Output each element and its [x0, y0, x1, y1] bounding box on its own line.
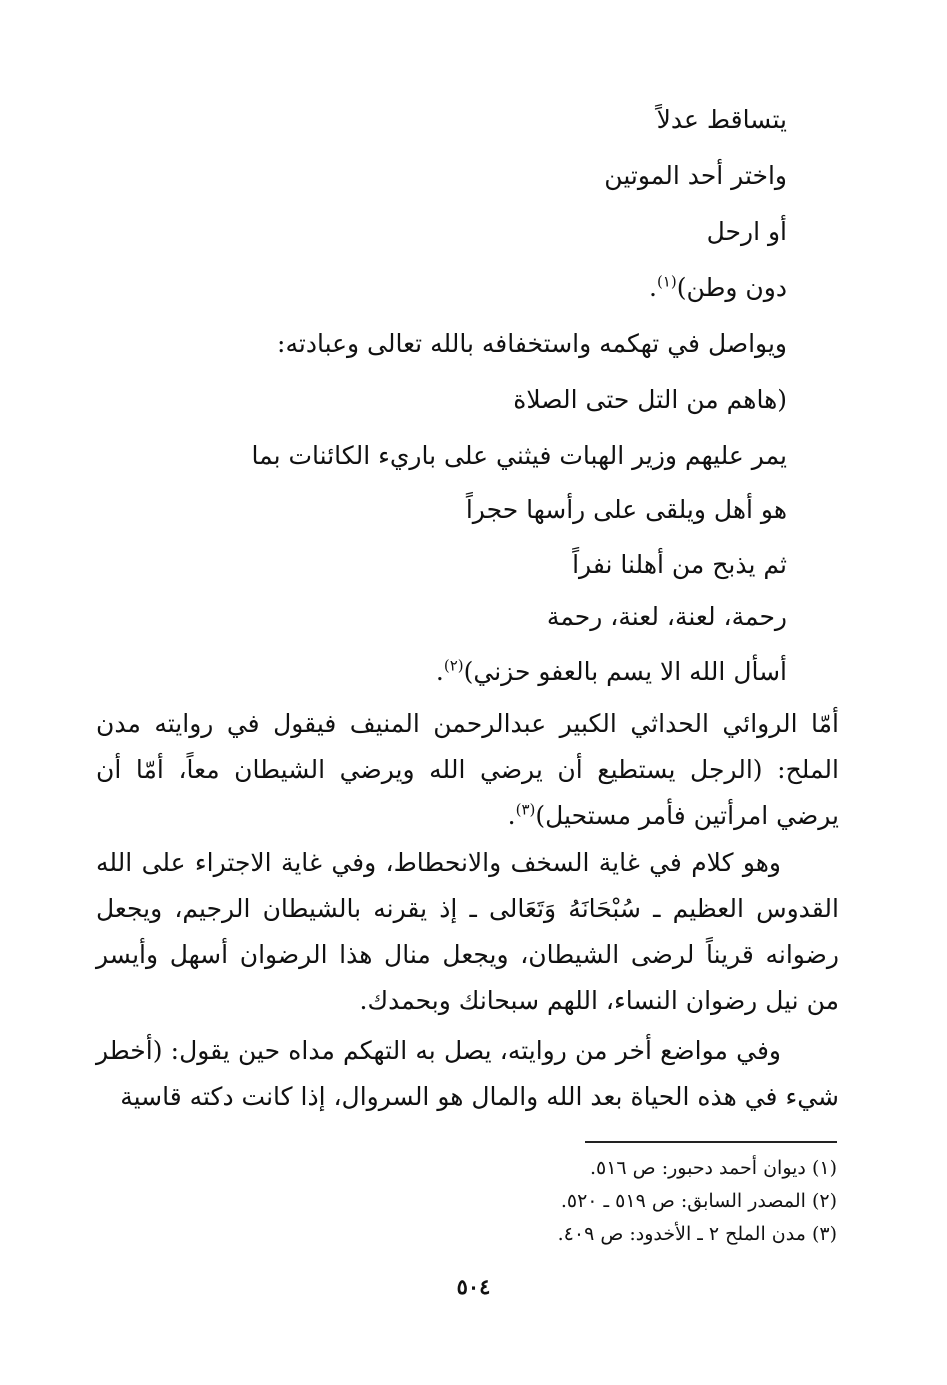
footnote: (٢) المصدر السابق: ص ٥١٩ ـ ٥٢٠. — [560, 1190, 837, 1212]
verse-line: (هاهم من التل حتى الصلاة — [513, 385, 787, 414]
page-number: ٥٠٤ — [456, 1274, 491, 1299]
verse-line: رحمة، لعنة، لعنة، رحمة — [546, 602, 787, 631]
verse-line: أسأل الله الا يسم بالعفو حزني)$^{(٢)}$. — [435, 656, 787, 686]
verse-line: هو أهل ويلقى على رأسها حجراً — [465, 495, 787, 524]
prose-line: ويواصل في تهكمه واستخفافه بالله تعالى وعبادته: — [277, 329, 787, 358]
verse-line: ثم يذبح من أهلنا نفراً — [572, 550, 787, 579]
footnote-separator — [585, 1141, 837, 1143]
verse-line: أو ارحل — [706, 217, 787, 246]
footnote-ref: (٣) — [515, 800, 536, 819]
footnote: (١) ديوان أحمد دحبور: ص ٥١٦. — [589, 1157, 837, 1179]
footnote-ref: (١) — [656, 272, 677, 291]
footnote-ref: (٢) — [443, 656, 464, 675]
footnote: (٣) مدن الملح ٢ ـ الأخدود: ص ٤٠٩. — [557, 1223, 837, 1245]
body-paragraph: أمّا الروائي الحداثي الكبير عبدالرحمن المنيف فيقول في روايته مدن الملح: (الرجل يستطيع أن يرضي الله ويرضي الشيطان معاً، أمّا أن يرضي امرأتين فأمر مستحيل)$^{(٣)}$. — [96, 709, 839, 830]
verse-line: يمر عليهم وزير الهبات فيثني على باريء الكائنات بما — [251, 441, 787, 470]
verse-line: يتساقط عدلاً — [656, 105, 787, 134]
body-paragraph: وهو كلام في غاية السخف والانحطاط، وفي غاية الاجتراء على الله القدوس العظيم ـ سُبْحَانَهُ وَتَعَالى ـ إذ يقرنه بالشيطان الرجيم، ويجعل رضوانه قريناً لرضى الشيطان، ويجعل منال هذا الرضوان أسهل وأيسر من نيل رضوان النساء، اللهم سبحانك وبحمدك. — [96, 848, 839, 1015]
verse-line: دون وطن)$^{(١)}$. — [648, 272, 787, 302]
verse-line: واختر أحد الموتين — [604, 161, 787, 190]
body-paragraph: وفي مواضع أخر من روايته، يصل به التهكم مداه حين يقول: (أخطر شيء في هذه الحياة بعد الله والمال هو السروال، إذا كانت دكته قاسية — [96, 1036, 839, 1111]
